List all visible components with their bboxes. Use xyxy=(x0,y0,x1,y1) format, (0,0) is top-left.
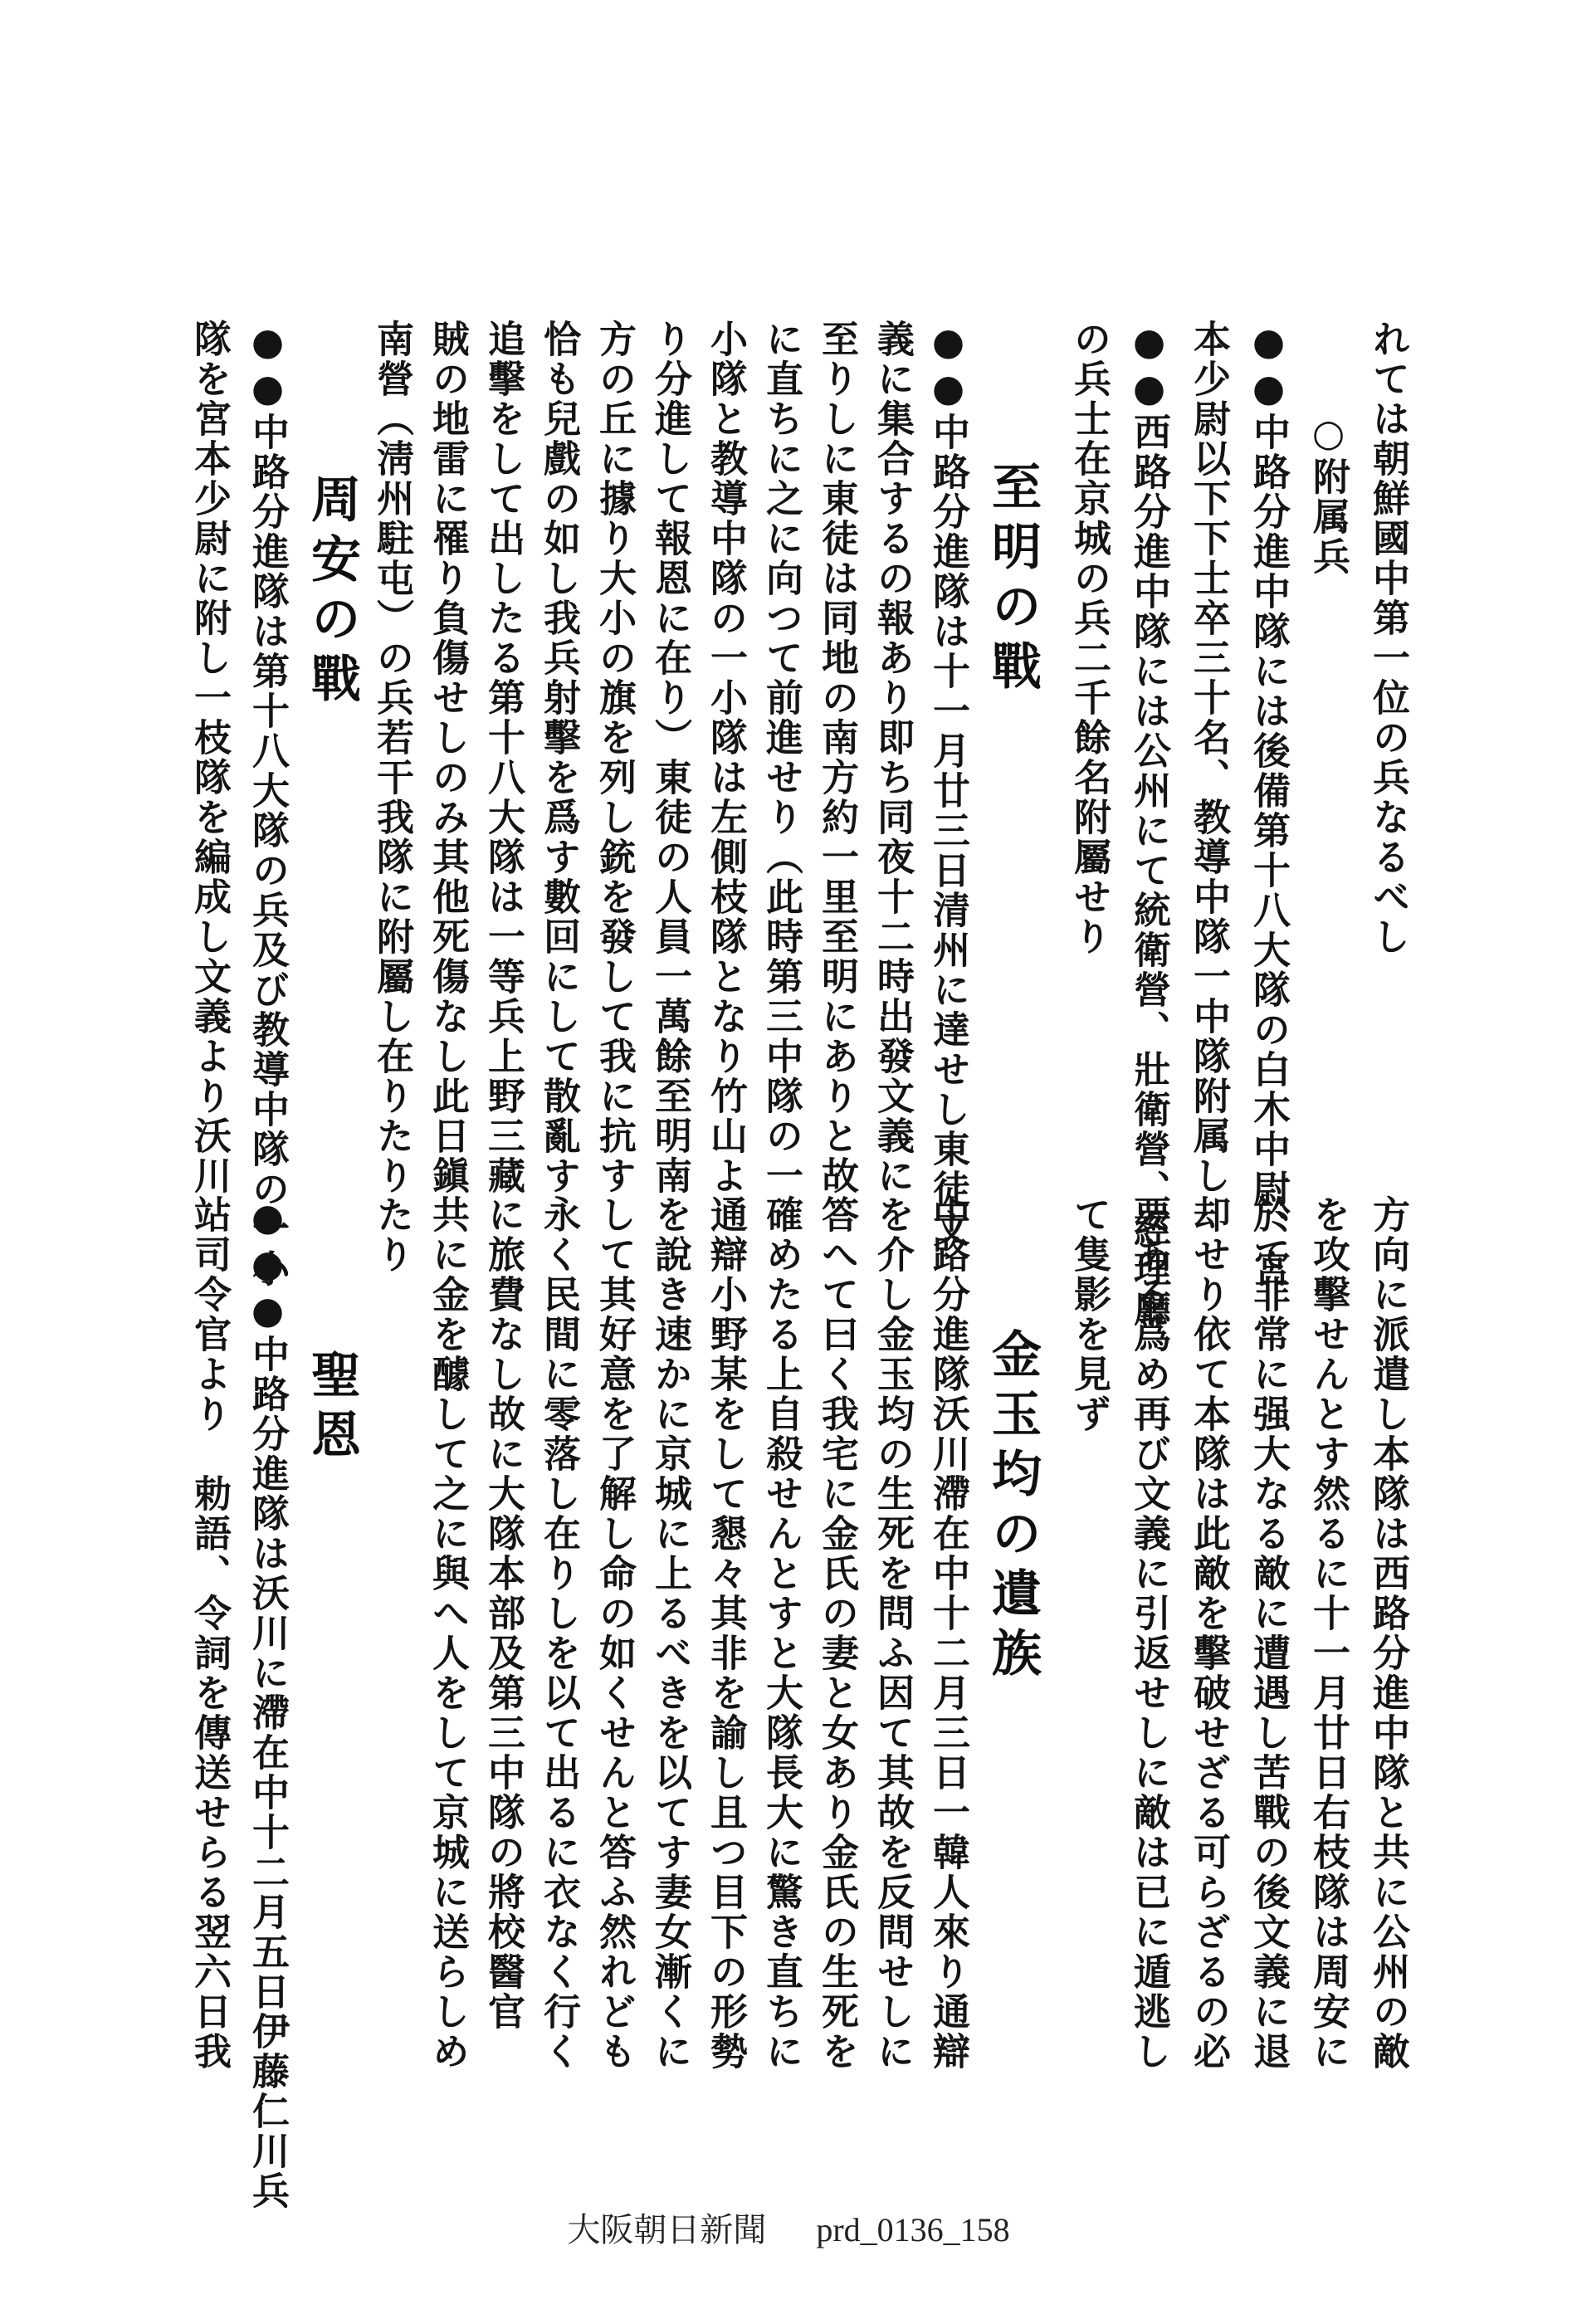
text-column: して其好意を了解し命の如くせんと答ふ然れども xyxy=(593,1195,637,2072)
page-footer xyxy=(0,2204,1577,2251)
text-column: 永く民間に零落し在りしを以て出るに衣なく行く xyxy=(537,1195,581,2072)
article-shimei xyxy=(370,320,1042,1249)
text-column: 賊の地雷に罹り負傷せしのみ其他死傷なし此日鎭 xyxy=(426,320,470,1196)
text-column: 方向に派遣し本隊は西路分進中隊と共に公州の敵 xyxy=(1366,1195,1410,2072)
text-column: ●●中路分進隊は十一月廿三日清州に達せし東徒文 xyxy=(926,320,970,1249)
text-column: ●●●中路分進隊は沃川に滯在中十二月五日伊藤仁川兵 xyxy=(246,1195,290,2211)
text-column: 本少尉以下下士卒三十名、教導中隊一中隊附属し xyxy=(1187,320,1231,1196)
text-column: を攻擊せんとす然るに十一月廿日右枝隊は周安に xyxy=(1306,1195,1350,2072)
source-name: 大阪朝日新聞 xyxy=(567,2211,767,2248)
text-column: れては朝鮮國中第一位の兵なるべし xyxy=(1366,320,1410,957)
article-seion xyxy=(188,1195,361,2211)
text-column: 通辯小野某をして懇々其非を諭し且つ目下の形勢 xyxy=(704,1195,748,2072)
lower-right-section xyxy=(1067,1195,1419,2072)
article-heading: 聖恩 xyxy=(303,1349,361,1468)
text-column: ●●中路分進隊は第十八大隊の兵及び教導中隊の一小 xyxy=(246,320,290,1289)
article-heading: 金玉均の遺族 xyxy=(984,1328,1042,1687)
text-column: ○附属兵 xyxy=(1306,411,1350,577)
text-column: 於て非常に强大なる敵に遭遇し苦戰の後文義に退 xyxy=(1247,1195,1291,2072)
text-column: に旅費なし故に大隊本部及第三中隊の將校醫官 xyxy=(481,1195,525,2032)
text-column: を說き速かに京城に上るべきを以てす妻女漸くに xyxy=(648,1195,692,2072)
text-column: 追擊をして出したる第十八大隊は一等兵上野三藏 xyxy=(481,320,525,1196)
text-column: 隊を宮本少尉に附し一枝隊を編成し文義より沃川 xyxy=(188,320,232,1196)
text-column: 恰も兒戲の如し我兵射擊を爲す數回にして散亂す xyxy=(537,320,581,1196)
footer-gap xyxy=(766,2211,816,2248)
text-column: 站司令官より 勅語、令詞を傳送せらる翌六日我 xyxy=(188,1195,232,2072)
text-column: 方の丘に據り大小の旗を列し銃を發して我に抗す xyxy=(593,320,637,1196)
article-shuan xyxy=(188,320,361,1289)
text-column: て隻影を見ず xyxy=(1067,1195,1111,1434)
text-column: ●●中路分進中隊には後備第十八大隊の白木中尉、宮 xyxy=(1247,320,1291,1289)
text-column: ●●西路分進中隊には公州にて統衛營、壯衛營、經理廳 xyxy=(1127,320,1171,1329)
text-column: たり xyxy=(370,1195,414,1275)
text-column: 共に金を醵して之に與へ人をして京城に送らしめ xyxy=(426,1195,470,2072)
text-column: に直ちに之に向つて前進せり（此時第三中隊の一 xyxy=(759,320,803,1196)
text-column: 義に集合するの報あり即ち同夜十二時出發文義に xyxy=(871,320,915,1196)
text-column: の兵士在京城の兵二千餘名附屬せり xyxy=(1067,320,1111,957)
text-column: 中路分進隊沃川滯在中十二月三日一韓人來り通辯 xyxy=(926,1195,970,2072)
article-kingyokukin xyxy=(370,1195,1042,2072)
text-column: 小隊と教導中隊の一小隊は左側枝隊となり竹山よ xyxy=(704,320,748,1196)
article-heading: 周安の戰 xyxy=(303,473,361,712)
text-column: 答へて曰く我宅に金氏の妻と女あり金氏の生死を xyxy=(815,1195,859,2072)
text-column: 至りしに東徒は同地の南方約一里至明にありと故 xyxy=(815,320,859,1196)
text-column: 却せり依て本隊は此敵を擊破せざる可らざるの必 xyxy=(1187,1195,1231,2072)
page-code: prd_0136_158 xyxy=(816,2211,1010,2248)
text-column: を介し金玉均の生死を問ふ因て其故を反問せしに xyxy=(871,1195,915,2072)
article-heading: 至明の戰 xyxy=(984,461,1042,700)
text-column: り分進して報恩に在り）東徒の人員一萬餘至明南 xyxy=(648,320,692,1196)
text-column: 要ある爲め再び文義に引返せしに敵は已に遁逃し xyxy=(1127,1195,1171,2072)
text-column: 確めたる上自殺せんとすと大隊長大に驚き直ちに xyxy=(759,1195,803,2072)
text-column: 南營（淸州駐屯）の兵若干我隊に附屬し在りたり xyxy=(370,320,414,1196)
